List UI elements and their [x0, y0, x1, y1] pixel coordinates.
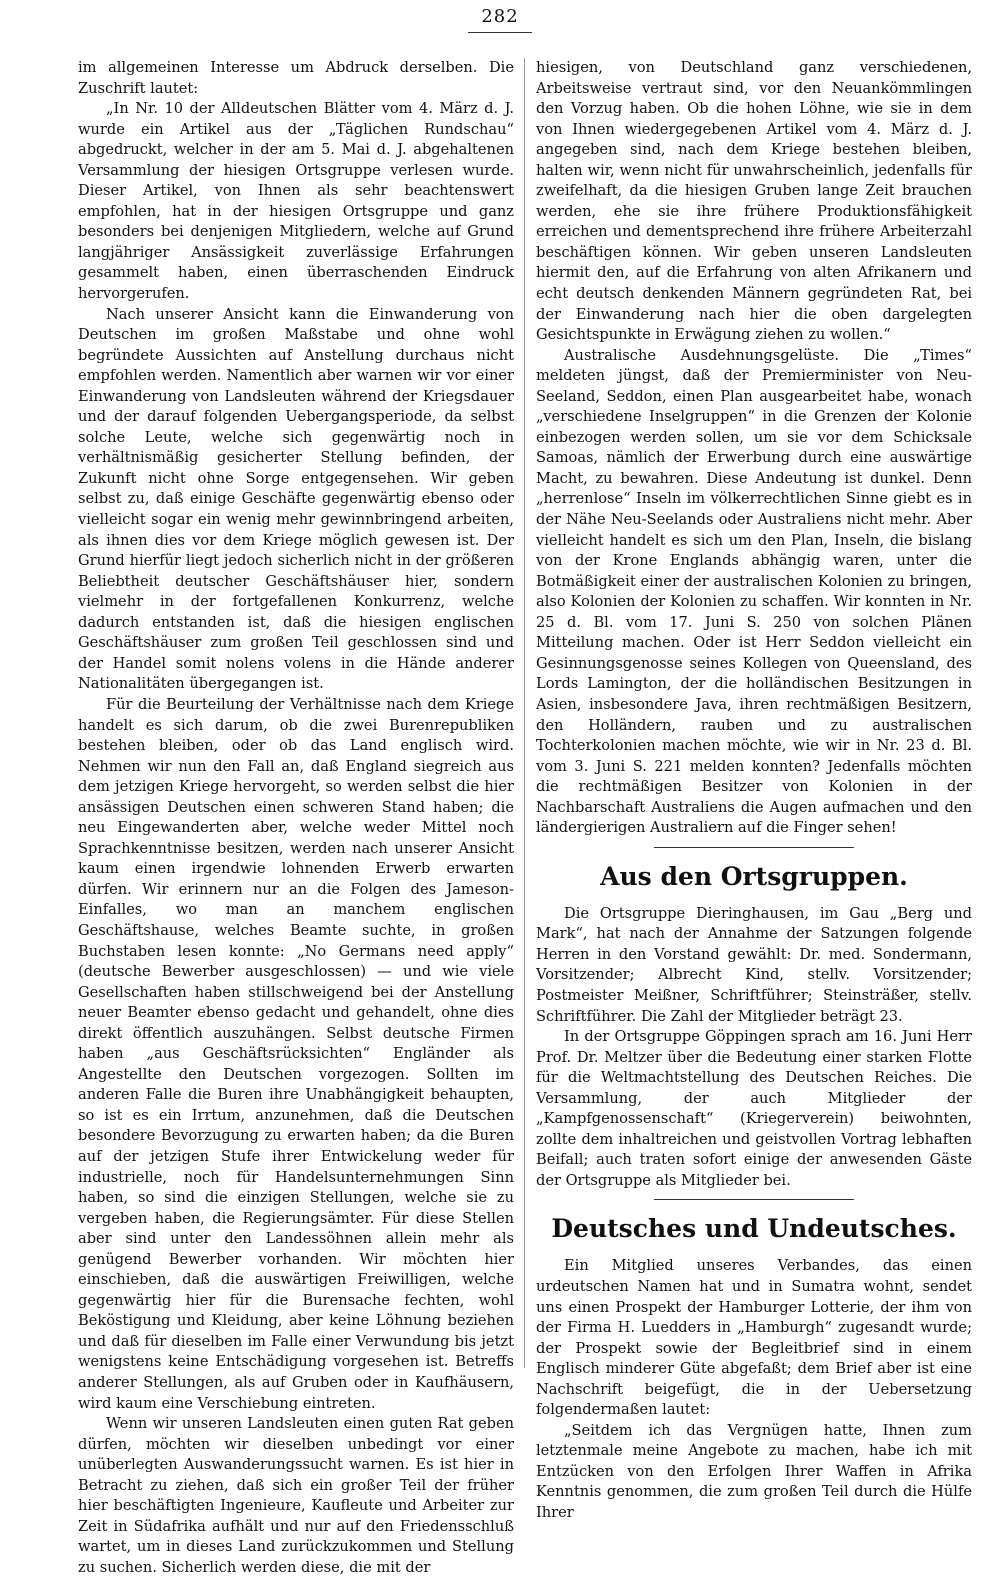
paragraph: im allgemeinen Interesse um Abdruck derselben. Die Zuschrift lautet:: [78, 59, 514, 97]
paragraph: hiesigen, von Deutschland ganz verschiedenen, Arbeitsweise vertraut sind, vor den Neuankömmlingen den Vorzug haben. Ob die hohen Löhne, wie sie in dem von Ihnen wiedergegebenen Artikel vom 4. März d. J. angegeben sind, nach dem Kriege bestehen bleiben, halten wir, wenn nicht für unwahrscheinlich, jedenfalls für zweifelhaft, da die hiesigen Gruben lange Zeit brauchen werden, ehe sie ihre frühere Produktionsfähigkeit erreichen und dementsprechend ihre frühere Arbeiterzahl beschäftigen können. Wir geben unseren Landsleuten hiermit den, auf die Erfahrung von alten Afrikanern und echt deutsch denkenden Männern gegründeten Rat, bei der Einwanderung nach hier die oben dargelegten Gesichtspunkte in Erwägung ziehen zu wollen.“: [536, 59, 972, 344]
page-number-rule: [468, 32, 532, 33]
left-column: [78, 58, 514, 1576]
paragraph: Ein Mitglied unseres Verbandes, das einen urdeutschen Namen hat und in Sumatra wohnt, sendet uns einen Prospekt der Hamburger Lotterie, der ihm von der Firma H. Luedders in „Hamburgh“ zugesandt wurde; der Prospekt sowie der Begleitbrief sind in einem Englisch minderer Güte abgefaßt; dem Brief aber ist eine Nachschrift beigefügt, die in der Uebersetzung folgendermaßen lautet:: [536, 1257, 972, 1419]
right-column: [536, 58, 972, 1521]
column-divider: [524, 58, 525, 1368]
page-number: 282: [481, 6, 519, 27]
paragraph: Die Ortsgruppe Dieringhausen, im Gau „Berg und Mark“, hat nach der Annahme der Satzungen folgende Herren in den Vorstand gewählt: Dr. med. Sondermann, Vorsitzender; Albrecht Kind, stellv. Vorsitzender; Postmeister Meißner, Schriftführer; Steinsträßer, stellv. Schriftführer. Die Zahl der Mitglieder beträgt 23.: [536, 904, 972, 1025]
paragraph: In der Ortsgruppe Göppingen sprach am 16. Juni Herr Prof. Dr. Meltzer über die Bedeutung einer starken Flotte für die Weltmachtstellung des Deutschen Reiches. Die Versammlung, der auch Mitglieder der „Kampfgenossenschaft“ (Kriegerverein) beiwohnten, zollte dem inhaltreichen und geistvollen Vortrag lebhaften Beifall; auch traten sofort einige der anwesenden Gäste der Ortsgruppe als Mitglieder bei.: [536, 1028, 972, 1189]
section-divider: [654, 847, 854, 848]
paragraph: Australische Ausdehnungsgelüste. Die „Times“ meldeten jüngst, daß der Premierminister von Neu-Seeland, Seddon, einen Plan ausgearbeitet habe, wonach „verschiedene Inselgruppen“ in die Grenzen der Kolonie einbezogen werden sollen, um sie vor dem Schicksale Samoas, nämlich der Erwerbung durch eine auswärtige Macht, zu bewahren. Diese Andeutung ist dunkel. Denn „herrenlose“ Inseln im völkerrechtlichen Sinne giebt es in der Nähe Neu-Seelands oder Australiens nicht mehr. Aber vielleicht handelt es sich um den Plan, Inseln, die bislang von der Krone Englands abhängig waren, unter die Botmäßigkeit einer der australischen Kolonien zu bringen, also Kolonien der Kolonien zu schaffen. Wir konnten in Nr. 25 d. Bl. vom 17. Juni S. 250 von solchen Plänen Mitteilung machen. Oder ist Herr Seddon vielleicht ein Gesinnungsgenosse seines Kollegen von Queensland, des Lords Lamington, der die holländischen Besitzungen in Asien, insbesondere Java, ihren rechtmäßigen Besitzern, den Holländern, rauben und zu australischen Tochterkolonien machen möchte, wie wir in Nr. 23 d. Bl. vom 3. Juni S. 221 melden konnten? Jedenfalls möchten die rechtmäßigen Besitzer von Kolonien in der Nachbarschaft Australiens die Augen aufmachen und den ländergierigen Australiern auf die Finger sehen!: [536, 346, 972, 837]
paragraph: „In Nr. 10 der Alldeutschen Blätter vom 4. März d. J. wurde ein Artikel aus der „Täglichen Rundschau“ abgedruckt, welcher in der am 5. Mai d. J. abgehaltenen Versammlung der hiesigen Ortsgruppe verlesen wurde. Dieser Artikel, von Ihnen als sehr beachtenswert empfohlen, hat in der hiesigen Ortsgruppe und ganz besonders bei denjenigen Mitgliedern, welche auf Grund langjähriger Ansässigkeit zuverlässige Erfahrungen gesammelt haben, einen überraschenden Eindruck hervorgerufen.: [78, 100, 514, 303]
section-heading-deutsches: Deutsches und Undeutsches.: [551, 1214, 957, 1244]
paragraph: Wenn wir unseren Landsleuten einen guten Rat geben dürfen, möchten wir dieselben unbedingt vor einer unüberlegten Auswanderungssucht warnen. Es ist hier in Betracht zu ziehen, daß sich ein großer Teil der früher hier beschäftigten Ingenieure, Kaufleute und Arbeiter zur Zeit in Südafrika aufhält und nur auf den Friedensschluß wartet, um in dieses Land zurückzukommen und Stellung zu suchen. Sicherlich werden diese, die mit der: [78, 1415, 514, 1576]
section-divider: [654, 1199, 854, 1200]
section-heading-ortsgruppen: Aus den Ortsgruppen.: [600, 861, 908, 891]
paragraph: Nach unserer Ansicht kann die Einwanderung von Deutschen im großen Maßstabe und ohne wohl begründete Aussichten auf Anstellung durchaus nicht empfohlen werden. Namentlich aber warnen wir vor einer Einwanderung von Landsleuten während der Kriegsdauer und der darauf folgenden Uebergangsperiode, da selbst solche Leute, welche sich gegenwärtig noch in verhältnismäßig gesicherter Stellung befinden, der Zukunft nicht ohne Sorge entgegensehen. Wir geben selbst zu, daß einige Geschäfte gegenwärtig ebenso oder vielleicht sogar ein wenig mehr gewinnbringend arbeiten, als ihnen dies vor dem Kriege möglich gewesen ist. Der Grund hierfür liegt jedoch sicherlich nicht in der größeren Beliebtheit deutscher Geschäftshäuser hier, sondern vielmehr in der fortgefallenen Konkurrenz, welche dadurch entstanden ist, daß die hiesigen englischen Geschäftshäuser zum großen Teil geschlossen sind und der Handel somit nolens volens in die Hände anderer Nationalitäten übergegangen ist.: [78, 305, 514, 693]
paragraph: „Seitdem ich das Vergnügen hatte, Ihnen zum letztenmale meine Angebote zu machen, habe ich mit Entzücken von den Erfolgen Ihrer Waffen in Afrika Kenntnis genommen, die zum großen Teil durch die Hülfe Ihrer: [536, 1421, 972, 1521]
paragraph: Für die Beurteilung der Verhältnisse nach dem Kriege handelt es sich darum, ob die zwei Burenrepubliken bestehen bleiben, oder ob das Land englisch wird. Nehmen wir nun den Fall an, daß England siegreich aus dem jetzigen Kriege hervorgeht, so werden selbst die hier ansässigen Deutschen einen schweren Stand haben; die neu Eingewanderten aber, welche weder Mittel noch Sprachkenntnisse besitzen, werden nach unserer Ansicht kaum einen irgendwie lohnenden Erwerb erwarten dürfen. Wir erinnern nur an die Folgen des Jameson-Einfalles, wo man an manchem englischen Geschäftshause, welches Beamte suchte, in großen Buchstaben lesen konnte: „No Germans need apply“ (deutsche Bewerber ausgeschlossen) — und wie viele Gesellschaften haben stillschweigend bei der Anstellung neuer Beamter ebenso gedacht und gehandelt, ohne dies direkt öffentlich auszuhängen. Selbst deutsche Firmen haben „aus Geschäftsrücksichten“ Engländer als Angestellte den Deutschen vorgezogen. Sollten im anderen Falle die Buren ihre Unabhängigkeit behaupten, so ist es ein Irrtum, anzunehmen, daß die Deutschen besondere Bevorzugung zu erwarten haben; da die Buren auf der jetzigen Stufe ihrer Entwickelung weder für industrielle, noch für Handelsunternehmungen Sinn haben, so sind die einzigen Stellungen, welche sie zu vergeben haben, die Regierungsämter. Für diese Stellen aber sind unter den Landessöhnen allein mehr als genügend Bewerber vorhanden. Wir möchten hier einschieben, daß die auswärtigen Freiwilligen, welche gegenwärtig hier für die Burensache fechten, wohl Beköstigung und Kleidung, aber keine Löhnung beziehen und daß für dieselben im Falle einer Verwundung bis jetzt wenigstens keine Entschädigung vorgesehen ist. Betreffs anderer Stellungen, als auf Gruben oder in Kaufhäusern, wird kaum eine Verschiebung eintreten.: [78, 695, 514, 1412]
